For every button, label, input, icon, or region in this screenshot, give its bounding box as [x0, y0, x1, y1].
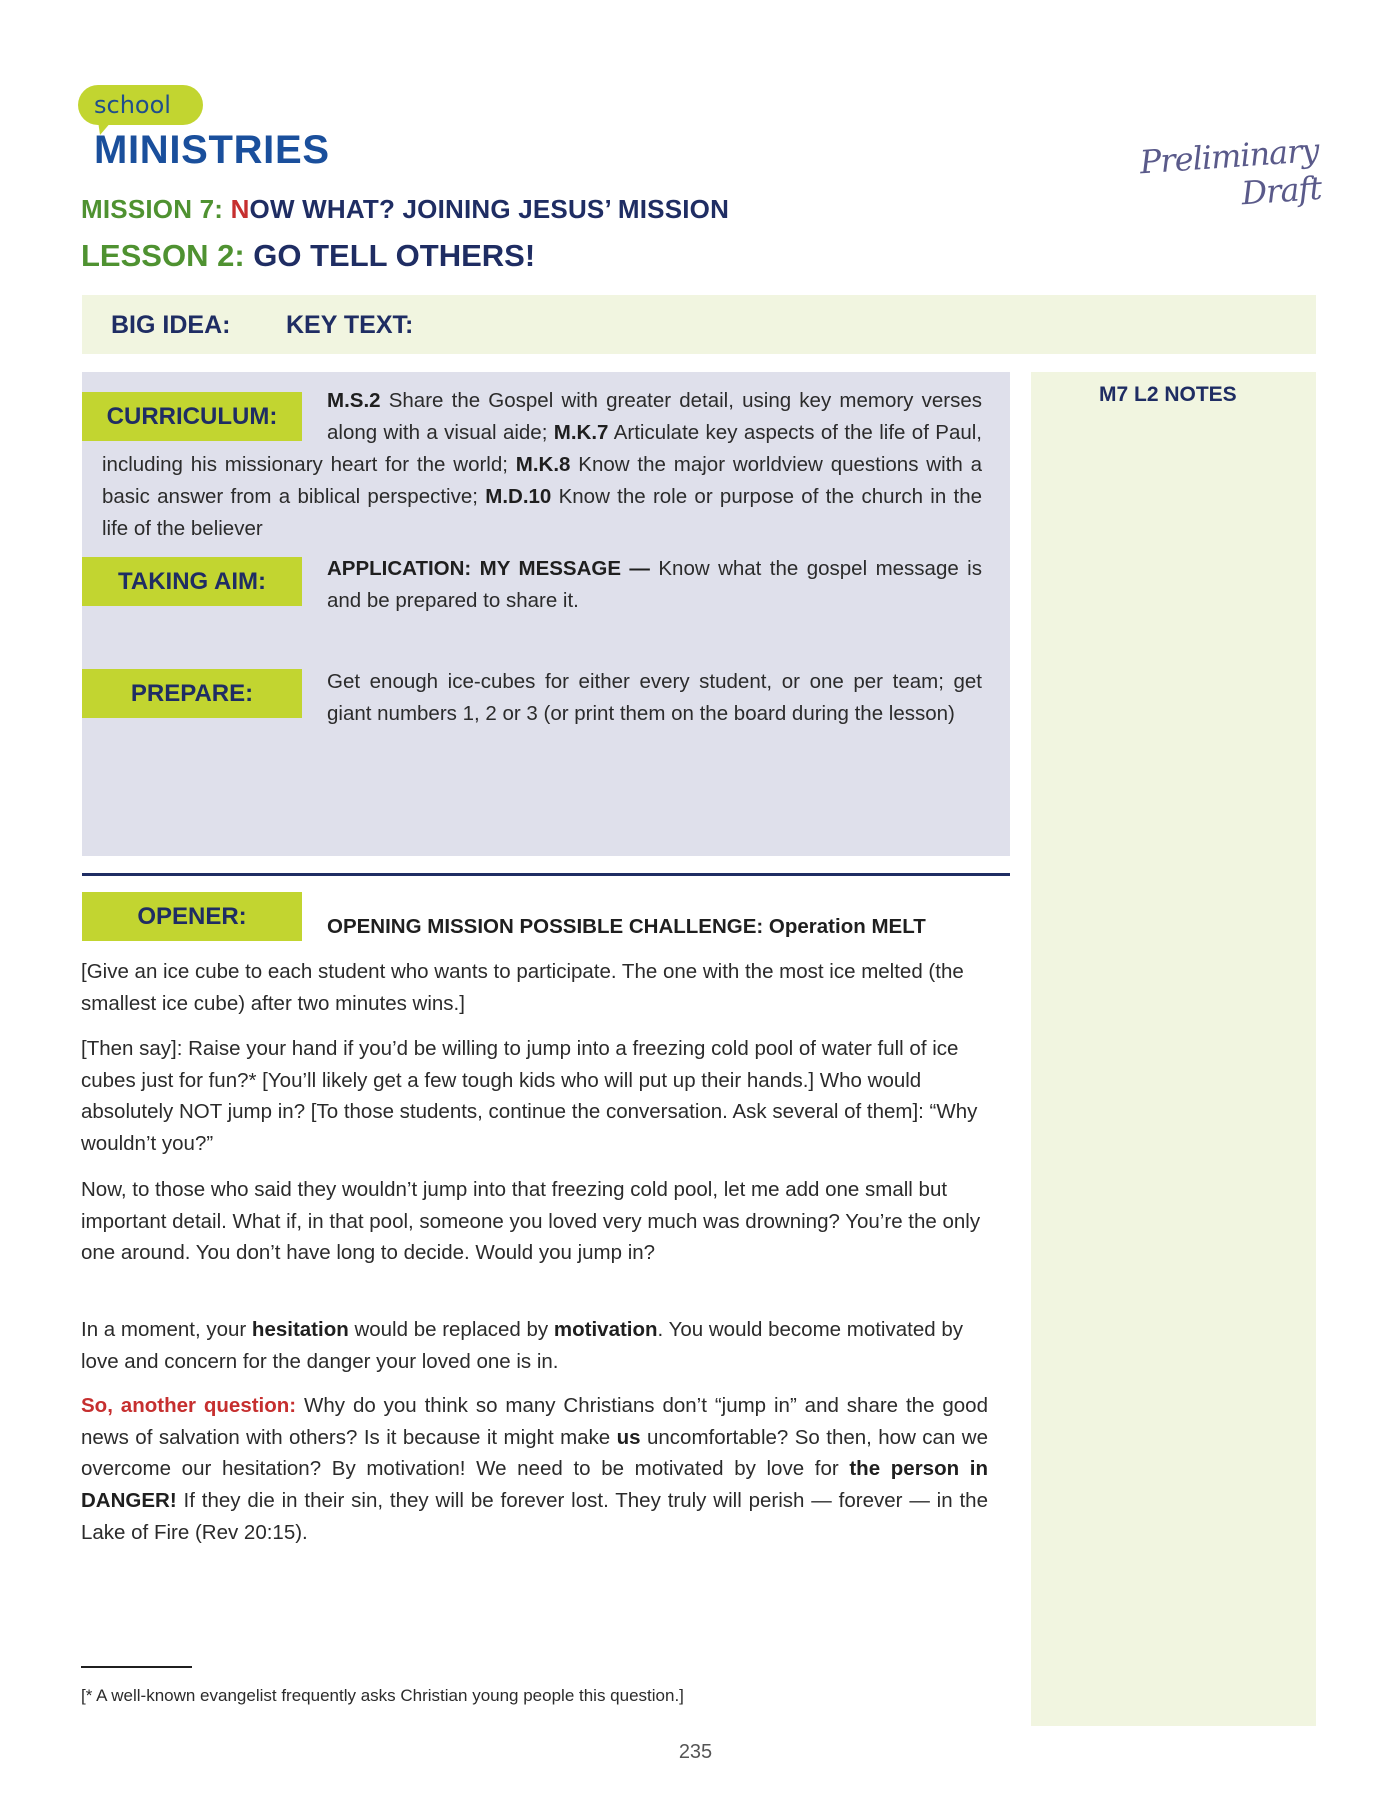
footnote: [* A well-known evangelist frequently asks Christian young people this question.] — [81, 1686, 684, 1705]
opener-paragraph-5: So, another question: Why do you think so many Christians don’t “jump in” and share the good news of salvation with others? Is it because it might make us uncomfortable? So then, how can we overcome our hesitation? By motivation! We need to be motivated by love for the person in DANGER! If they die in their sin, they will be forever lost. They truly will perish — forever — in the Lake of Fire (Rev 20:15). — [81, 1394, 988, 1544]
footnote-rule — [81, 1666, 192, 1668]
taking-aim-text: APPLICATION: MY MESSAGE — Know what the gospel message is and be prepared to share it. — [327, 557, 982, 612]
preliminary-draft-watermark: Preliminary Draft — [1138, 131, 1323, 213]
curriculum-section — [82, 385, 988, 545]
opener-paragraph-3: Now, to those who said they wouldn’t jump into that freezing cold pool, let me add one small but important detail. What if, in that pool, someone you loved very much was drowning? You’re the only one around. You don’t have long to decide. Would you jump in? — [81, 1178, 981, 1265]
prepare-section — [82, 666, 988, 730]
curriculum-label: CURRICULUM: — [82, 392, 302, 441]
key-text-label: KEY TEXT: — [286, 311, 414, 339]
opener-title: OPENING MISSION POSSIBLE CHALLENGE: Operation MELT — [327, 915, 926, 938]
opener-label: OPENER: — [82, 892, 302, 941]
page-number: 235 — [678, 1741, 713, 1763]
big-idea-bar — [82, 295, 1316, 354]
opener-paragraph-1: [Give an ice cube to each student who wants to participate. The one with the most ice melted (the smallest ice cube) after two minutes wins.] — [81, 960, 964, 1015]
prepare-text: Get enough ice-cubes for either every student, or one per team; get giant numbers 1, 2 or 3 (or print them on the board during the lesson) — [327, 670, 982, 725]
notes-title: M7 L2 NOTES — [1099, 383, 1237, 406]
taking-aim-label: TAKING AIM: — [82, 557, 302, 606]
taking-aim-section — [82, 553, 988, 617]
svg-text:school: school — [94, 91, 171, 119]
svg-text:MINISTRIES: MINISTRIES — [94, 128, 329, 170]
mission-title: MISSION 7: NOW WHAT? JOINING JESUS’ MISSION — [81, 194, 730, 224]
big-idea-label: BIG IDEA: — [111, 311, 231, 339]
opener-paragraph-4: In a moment, your hesitation would be replaced by motivation. You would become motivated by love and concern for the danger your loved one is in. — [81, 1318, 963, 1373]
school-ministries-logo — [78, 85, 338, 170]
notes-column — [1031, 372, 1316, 1726]
curriculum-text: M.S.2 Share the Gospel with greater detail, using key memory verses along with a visual aide; M.K.7 Articulate key aspects of the life of Paul, including his missionary heart for the world; M.K.8 Know the major worldview questions with a basic answer from a biblical perspective; M.D.10 Know the role or purpose of the church in the life of the believer — [102, 389, 983, 540]
section-divider — [82, 873, 1010, 876]
opener-paragraph-2: [Then say]: Raise your hand if you’d be willing to jump into a freezing cold pool of water full of ice cubes just for fun?* [You’ll likely get a few tough kids who will put up their hands.] Who would absolutely NOT jump in? [To those students, continue the conversation. Ask several of them]: “Why wouldn’t you?” — [81, 1037, 978, 1156]
lesson-title: LESSON 2: GO TELL OTHERS! — [81, 238, 536, 273]
prepare-label: PREPARE: — [82, 669, 302, 718]
